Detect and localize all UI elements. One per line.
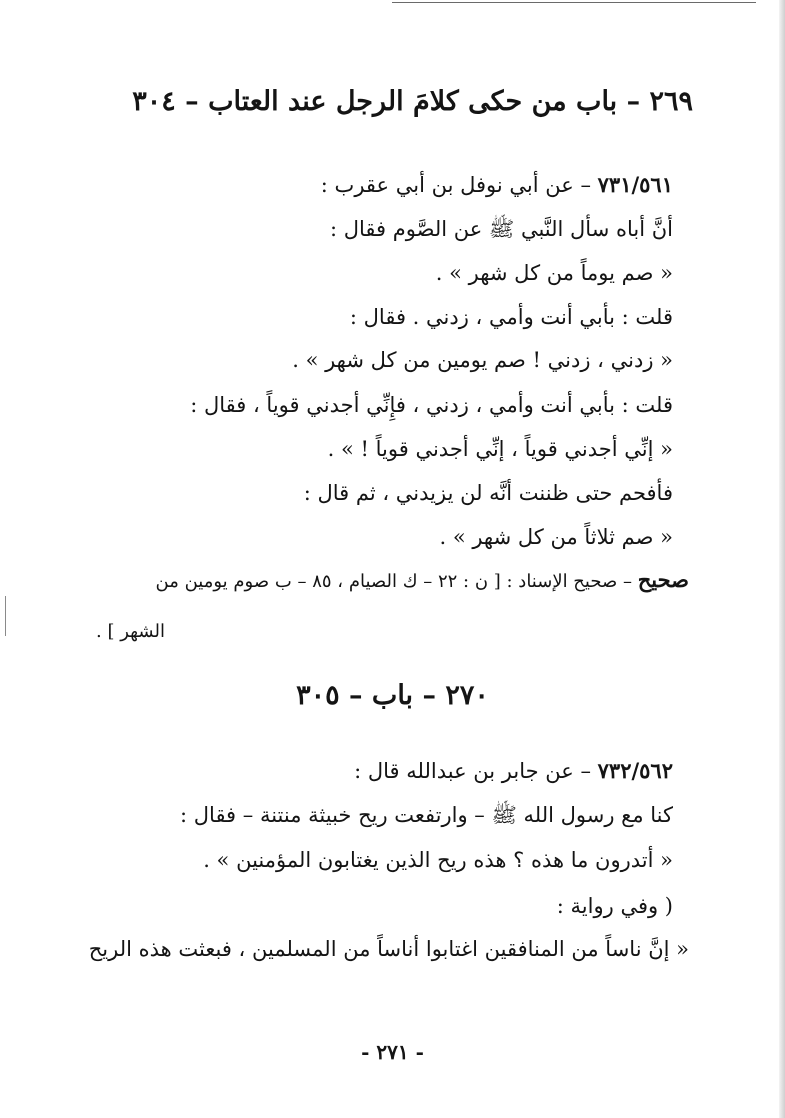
hadith-561-line: فأفحم حتى ظننت أنَّه لن يزيدني ، ثم قال : <box>303 481 673 505</box>
hadith-562-intro <box>60 756 673 786</box>
hadith-562-line: « إنَّ ناساً من المنافقين اغتابوا أناساً من المسلمين ، فبعثت هذه الريح <box>88 937 689 961</box>
chapter-269-heading: ٢٦٩ – باب من حكى كلامَ الرجل عند العتاب – ٣٠٤ <box>132 86 693 117</box>
hadith-561-line: « صم يوماً من كل شهر » . <box>435 261 673 285</box>
hadith-561-line: « زدني ، زدني ! صم يومين من كل شهر » . <box>292 348 673 372</box>
hadith-561-line: أنَّ أباه سأل النَّبي ﷺ عن الصَّوم فقال : <box>330 217 673 241</box>
page-number: - ٢٧١ - <box>361 1040 424 1064</box>
grade-source: – صحيح الإسناد : [ ن : ٢٢ – ك الصيام ، ٨٥ – ب صوم يومين من <box>155 571 638 592</box>
hadith-562-number: ٧٣٢/٥٦٢ <box>597 758 673 783</box>
chapter-270-heading: ٢٧٠ – باب – ٣٠٥ <box>296 680 489 711</box>
hadith-562-line: كنا مع رسول الله ﷺ – وارتفعت ريح خبيثة منتنة – فقال : <box>180 803 673 827</box>
grade-label: صحيح <box>637 567 689 592</box>
hadith-562-line: ( وفي رواية : <box>556 894 673 918</box>
hadith-561-line: قلت : بأبي أنت وأمي ، زدني . فقال : <box>349 305 673 329</box>
hadith-561-intro <box>60 170 673 200</box>
hadith-561-number: ٧٣١/٥٦١ <box>597 172 673 197</box>
hadith-561-narrator: – عن أبي نوفل بن أبي عقرب : <box>320 173 598 197</box>
hadith-561-line: « صم ثلاثاً من كل شهر » . <box>439 525 673 549</box>
hadith-562-line: « أتدرون ما هذه ؟ هذه ريح الذين يغتابون المؤمنين » . <box>203 848 673 872</box>
hadith-561-grading <box>96 565 689 597</box>
hadith-561-line: قلت : بأبي أنت وأمي ، زدني ، فإِنِّي أجدني قوياً ، فقال : <box>190 393 673 417</box>
grade-source-continued: الشهر ] . <box>96 621 165 642</box>
hadith-562-narrator: – عن جابر بن عبدالله قال : <box>354 759 598 783</box>
hadith-561-line: « إنِّي أجدني قوياً ، إنِّي أجدني قوياً ! » . <box>327 437 673 461</box>
